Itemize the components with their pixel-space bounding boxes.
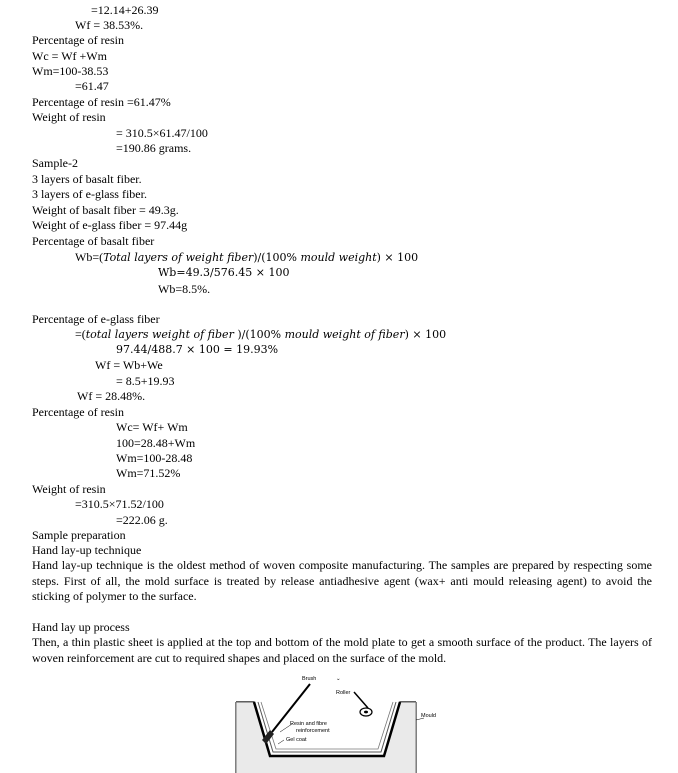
hand-layup-figure	[232, 672, 452, 773]
label-mould: Mould	[421, 713, 436, 719]
calc-line: Wm=100-38.53	[32, 64, 109, 78]
paragraph-hand-layup: Hand lay-up technique is the oldest method of woven composite manufacturing. The samples are prepared by respecting some steps. First of all, the mold surface is treated by release antiadhesive agent (wax+ anti mould releasing agent) to avoid the sticking of polymer to the surface.	[32, 558, 652, 603]
formula-part: =(	[75, 327, 86, 341]
calc-line: = 8.5+19.93	[116, 374, 175, 388]
section-label: Weight of resin	[32, 110, 106, 124]
text-line: Weight of e-glass fiber = 97.44g	[32, 218, 188, 232]
formula-part: Total layers of weight fiber	[103, 251, 254, 264]
formula-line	[75, 327, 446, 342]
formula-part: total layers weight of fiber	[85, 328, 234, 341]
formula-part: Wb=(	[75, 250, 104, 264]
section-label: Percentage of resin	[32, 405, 124, 419]
section-label: Percentage of resin	[32, 33, 124, 47]
calc-line: =222.06 g.	[116, 513, 168, 527]
section-label: Sample-2	[32, 156, 78, 170]
section-heading: Hand lay-up technique	[32, 543, 142, 557]
formula-part: mould weight of fiber	[284, 328, 405, 341]
formula-part: )/(100%	[253, 251, 301, 264]
calc-line: =310.5×71.52/100	[75, 497, 164, 511]
text-line: Weight of basalt fiber = 49.3g.	[32, 203, 179, 217]
label-resin-2: reinforcement	[296, 728, 330, 734]
formula-part: ) × 100	[404, 328, 447, 341]
calc-line: Wb=8.5%.	[158, 282, 211, 296]
label-brush: Brush	[302, 676, 317, 682]
calc-line: Wm=100-28.48	[116, 451, 193, 465]
formula-part: ) × 100	[376, 251, 419, 264]
formula-part: )/(100%	[233, 328, 285, 341]
text-line: Percentage of resin =61.47%	[32, 95, 171, 109]
gel-leader	[278, 740, 284, 744]
label-gel-coat: Gel coat	[286, 737, 307, 743]
calc-line: Wf = Wb+We	[95, 358, 163, 372]
text-line: 3 layers of basalt fiber.	[32, 172, 142, 186]
label-resin-1: Resin and fibre	[290, 721, 327, 727]
formula-line	[75, 250, 418, 265]
section-label: Percentage of e-glass fiber	[32, 312, 160, 326]
formula-line: 97.44/488.7 × 100 = 19.93%	[116, 343, 279, 356]
calc-line: 100=28.48+Wm	[116, 436, 196, 450]
calc-line: Wf = 28.48%.	[77, 389, 146, 403]
text-line: 3 layers of e-glass fiber.	[32, 187, 147, 201]
formula-line: Wb=49.3/576.45 × 100	[158, 266, 290, 279]
formula-part: mould weight	[300, 251, 377, 264]
label-roller: Roller	[336, 690, 351, 696]
calc-line: = 310.5×61.47/100	[116, 126, 208, 140]
calc-line: Wm=71.52%	[116, 466, 181, 480]
calc-line: Wf = 38.53%.	[75, 18, 144, 32]
calc-line: Wc = Wf +Wm	[32, 49, 107, 63]
section-label: Weight of resin	[32, 482, 106, 496]
resin-layer	[258, 702, 396, 752]
calc-line: =190.86 grams.	[116, 141, 192, 155]
section-label: Percentage of basalt fiber	[32, 234, 155, 248]
paragraph-process: Then, a thin plastic sheet is applied at the top and bottom of the mold plate to get a smooth surface of the product. The layers of woven reinforcement are cut to required shapes and placed on the surface of the mold.	[32, 635, 652, 665]
section-heading: Sample preparation	[32, 528, 126, 542]
calc-line: =61.47	[75, 79, 109, 93]
section-heading: Hand lay up process	[32, 620, 130, 634]
roller-hub	[364, 711, 368, 714]
calc-line: Wc= Wf+ Wm	[116, 420, 188, 434]
label-brush-mark: ⌄	[336, 676, 341, 682]
roller-handle	[354, 692, 368, 708]
calc-line: =12.14+26.39	[91, 3, 159, 17]
